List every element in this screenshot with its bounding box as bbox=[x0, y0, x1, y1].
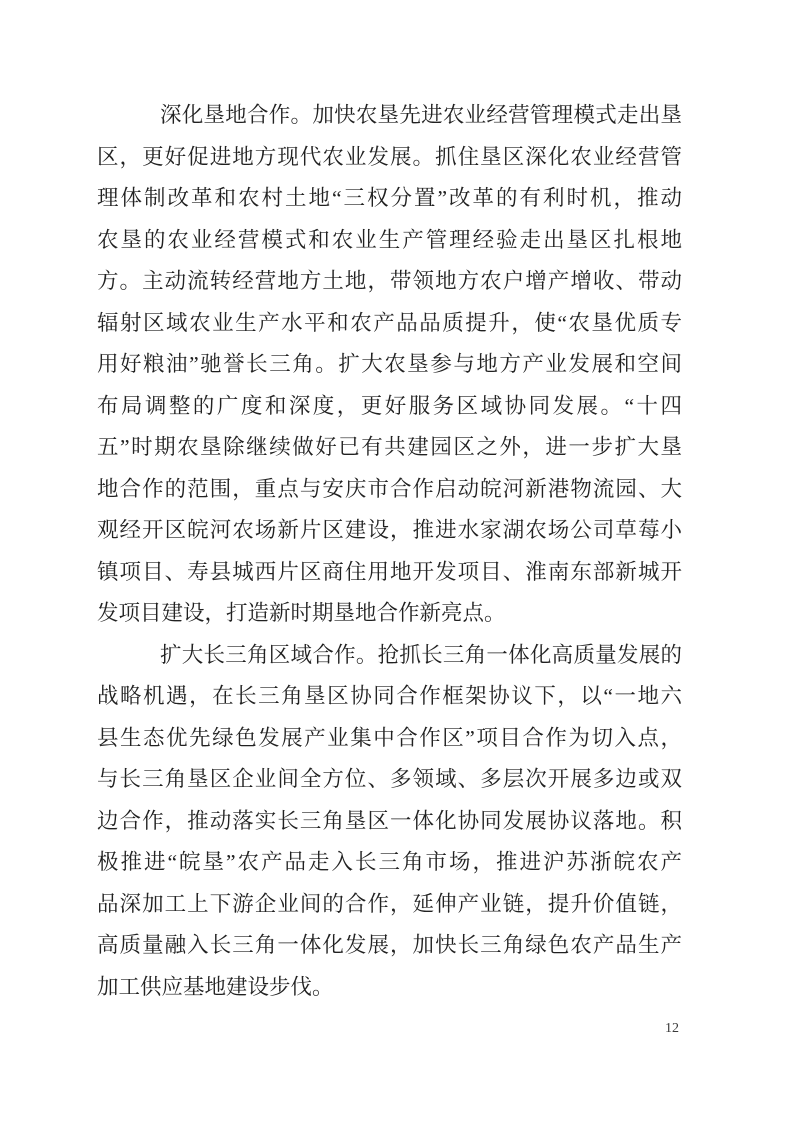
text-line: 发项目建设，打造新时期垦地合作新亮点。 bbox=[97, 601, 506, 625]
text-line: 战略机遇，在长三角垦区协同合作框架协议下，以“一地六 bbox=[97, 684, 682, 708]
text-line: 边合作，推动落实长三角垦区一体化协同发展协议落地。积 bbox=[97, 808, 682, 833]
text-line: 与长三角垦区企业间全方位、多领域、多层次开展多边或双 bbox=[97, 767, 682, 791]
text-line: 农垦的农业经营模式和农业生产管理经验走出垦区扎根地 bbox=[97, 227, 682, 252]
text-line: 用好粮油”驰誉长三角。扩大农垦参与地方产业发展和空间 bbox=[97, 352, 682, 376]
paragraph-yangtze-delta-cooperation bbox=[97, 635, 682, 1009]
text-line: 县生态优先绿色发展产业集中合作区”项目合作为切入点， bbox=[97, 725, 682, 750]
text-line: 区，更好促进地方现代农业发展。抓住垦区深化农业经营管 bbox=[97, 144, 682, 169]
text-line: 品深加工上下游企业间的合作，延伸产业链，提升价值链， bbox=[97, 891, 682, 916]
text-line: 扩大长三角区域合作。抢抓长三角一体化高质量发展的 bbox=[160, 642, 682, 667]
text-line: 方。主动流转经营地方土地，带领地方农户增产增收、带动 bbox=[97, 269, 682, 293]
page-number: 12 bbox=[665, 1021, 679, 1036]
text-line: 镇项目、寿县城西片区商住用地开发项目、淮南东部新城开 bbox=[97, 559, 682, 584]
paragraph-kendi-cooperation bbox=[97, 95, 682, 635]
text-line: 辐射区域农业生产水平和农产品品质提升，使“农垦优质专 bbox=[97, 310, 682, 335]
text-line: 深化垦地合作。加快农垦先进农业经营管理模式走出垦 bbox=[160, 103, 682, 127]
text-line: 极推进“皖垦”农产品走入长三角市场，推进沪苏浙皖农产 bbox=[97, 850, 682, 874]
text-line: 高质量融入长三角一体化发展，加快长三角绿色农产品生产 bbox=[97, 933, 682, 957]
text-line: 布局调整的广度和深度，更好服务区域协同发展。“十四 bbox=[97, 393, 682, 418]
text-line: 五”时期农垦除继续做好已有共建园区之外，进一步扩大垦 bbox=[97, 435, 682, 459]
text-line: 地合作的范围，重点与安庆市合作启动皖河新港物流园、大 bbox=[97, 476, 682, 501]
text-line: 理体制改革和农村土地“三权分置”改革的有利时机，推动 bbox=[97, 186, 682, 210]
text-line: 加工供应基地建设步伐。 bbox=[97, 974, 334, 999]
text-line: 观经开区皖河农场新片区建设，推进水家湖农场公司草莓小 bbox=[97, 518, 682, 542]
document-body bbox=[97, 95, 682, 1008]
